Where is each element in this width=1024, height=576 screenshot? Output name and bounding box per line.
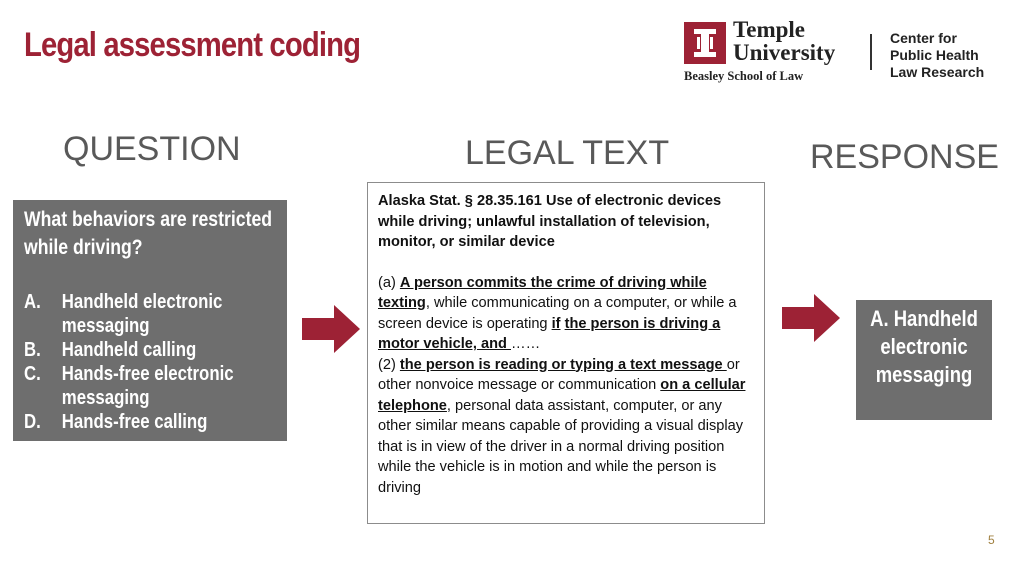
statute-text: (2) [378,356,400,373]
option-text: Hands-free electronic messaging [61,363,234,409]
statute-emphasis: on a cellular telephone [378,377,746,414]
logo-name-line2: University [733,40,836,65]
option-letter: D. [24,411,41,433]
option-item [24,338,276,362]
logo-name-line1: Temple [733,17,805,42]
page-number: 5 [988,533,995,547]
option-text: Handheld calling [61,339,197,361]
logo-center-name [890,30,984,81]
legal-text-heading: LEGAL TEXT [465,134,670,172]
legal-text-box [367,182,765,524]
statute-emphasis: if [551,315,561,332]
statute-text: (a) [378,274,400,291]
option-item [24,362,276,410]
option-letter: A. [24,291,41,313]
logo-school: Beasley School of Law [684,69,804,83]
response-heading: RESPONSE [810,138,999,176]
temple-logo-icon [684,22,726,64]
option-item [24,290,276,338]
page-title: Legal assessment coding [24,26,361,64]
statute-emphasis: the person is driving a motor vehicle, and [378,315,721,352]
center-line3: Law Research [890,64,985,80]
center-line1: Center for [890,30,957,46]
temple-t-icon [694,29,716,57]
center-line2: Public Health [890,47,979,63]
statute-body [378,273,754,499]
option-letter: B. [24,339,41,361]
logo-divider [870,34,872,70]
option-letter: C. [24,363,41,385]
response-answer: A. Handheld electronic messaging [870,306,978,387]
logo-university-name [733,18,835,64]
statute-heading: Alaska Stat. § 28.35.161 Use of electronic devices while driving; unlawful installation of television, monitor, or similar device [378,193,722,250]
option-text: Hands-free calling [61,411,208,433]
statute-emphasis: A person commits the crime of driving while texting [378,274,707,311]
question-text: What behaviors are restricted while driving? [24,208,273,259]
statute-text: , while communicating on a computer, or while a screen device is operating [378,295,737,332]
question-heading: QUESTION [63,130,241,168]
option-item [24,410,276,434]
arrow-right-icon [782,294,840,342]
option-list [24,290,276,434]
statute-text: or other nonvoice message or communication [378,356,740,393]
statute-text: , personal data assistant, computer, or any other similar means capable of providing a visual display that is in view of the driver in a normal driving position while the vehicle is in motion and while the person is driving [378,397,744,496]
statute-emphasis: the person is reading or typing a text message [399,356,727,373]
option-text: Handheld electronic messaging [61,291,223,337]
response-box [856,300,992,420]
statute-ellipsis: …… [511,336,541,352]
arrow-right-icon [302,305,360,353]
question-box [13,200,287,441]
